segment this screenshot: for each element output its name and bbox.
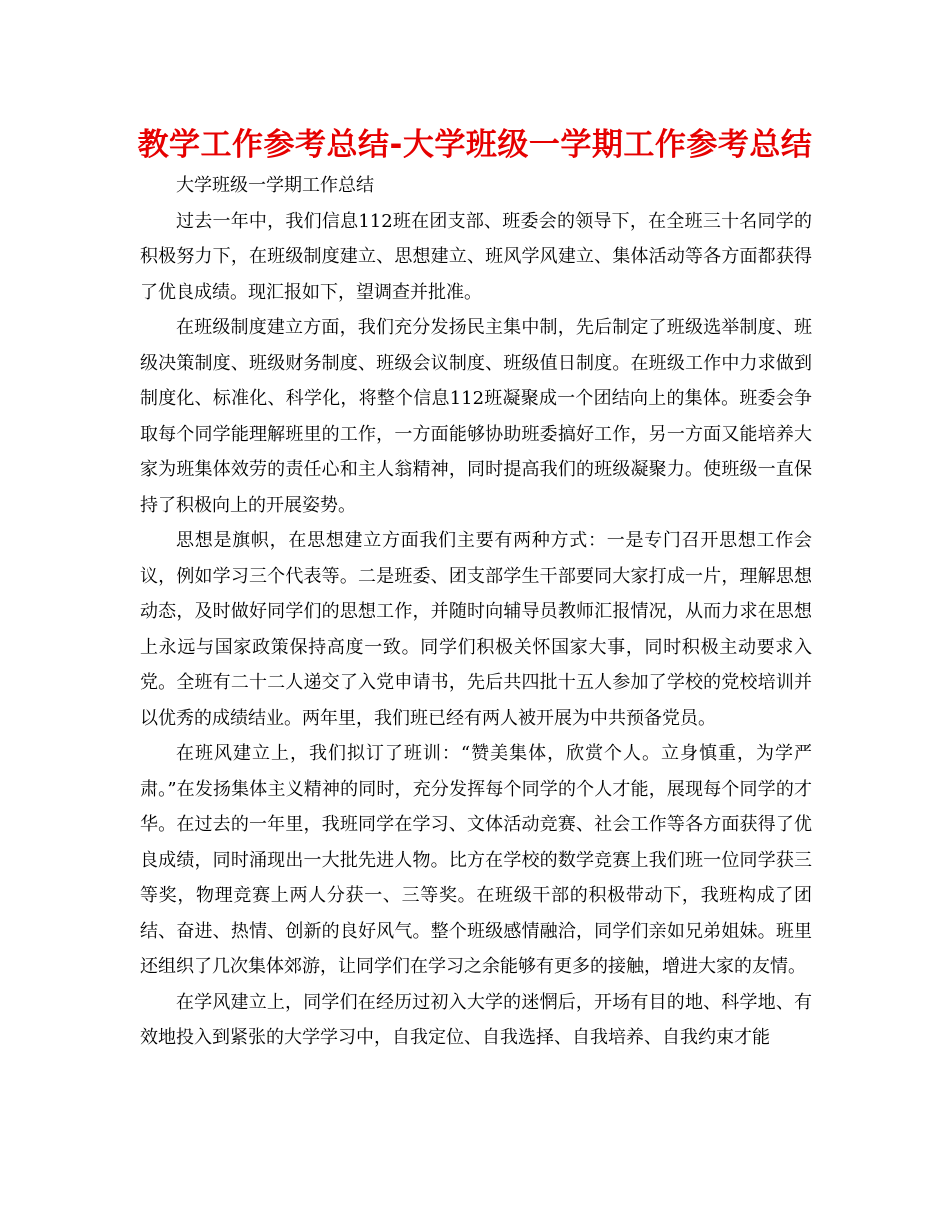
document-title: 教学工作参考总结-大学班级一学期工作参考总结 bbox=[137, 127, 813, 163]
paragraph-study-style: 在学风建立上，同学们在经历过初入大学的迷惘后，开场有目的地、科学地、有效地投入到紧张的大学学习中，自我定位、自我选择、自我培养、自我约束才能 bbox=[140, 991, 812, 1048]
paragraph-ideology: 思想是旗帜，在思想建立方面我们主要有两种方式：一是专门召开思想工作会议，例如学习三个代表等。二是班委、团支部学生干部要同大家打成一片，理解思想动态，及时做好同学们的思想工作，并随时向辅导员教师汇报情况，从而力求在思想上永远与国家政策保持高度一致。同学们积极关怀国家大事，同时积极主动要求入党。全班有二十二人递交了入党申请书，先后共四批十五人参加了学校的党校培训并以优秀的成绩结业。两年里，我们班已经有两人被开展为中共预备党员。 bbox=[140, 530, 812, 729]
paragraph-subtitle: 大学班级一学期工作总结 bbox=[176, 175, 374, 196]
paragraph-intro: 过去一年中，我们信息112班在团支部、班委会的领导下，在全班三十名同学的积极努力下，在班级制度建立、思想建立、班风学风建立、集体活动等各方面都获得了优良成绩。现汇报如下，望调查并批准。 bbox=[140, 210, 812, 303]
paragraph-system: 在班级制度建立方面，我们充分发扬民主集中制，先后制定了班级选举制度、班级决策制度、班级财务制度、班级会议制度、班级值日制度。在班级工作中力求做到制度化、标准化、科学化，将整个信息112班凝聚成一个团结向上的集体。班委会争取每个同学能理解班里的工作，一方面能够协助班委搞好工作，另一方面又能培养大家为班集体效劳的责任心和主人翁精神，同时提高我们的班级凝聚力。使班级一直保持了积极向上的开展姿势。 bbox=[140, 317, 812, 516]
paragraph-class-spirit: 在班风建立上，我们拟订了班训：“赞美集体，欣赏个人。立身慎重，为学严肃。”在发扬集体主义精神的同时，充分发挥每个同学的个人才能，展现每个同学的才华。在过去的一年里，我班同学在学习、文体活动竞赛、社会工作等各方面获得了优良成绩，同时涌现出一大批先进人物。比方在学校的数学竞赛上我们班一位同学获三等奖，物理竞赛上两人分获一、三等奖。在班级干部的积极带动下，我班构成了团结、奋进、热情、创新的良好风气。整个班级感情融洽，同学们亲如兄弟姐妹。班里还组织了几次集体郊游，让同学们在学习之余能够有更多的接触，增进大家的友情。 bbox=[140, 743, 812, 977]
document-body bbox=[140, 168, 812, 1056]
